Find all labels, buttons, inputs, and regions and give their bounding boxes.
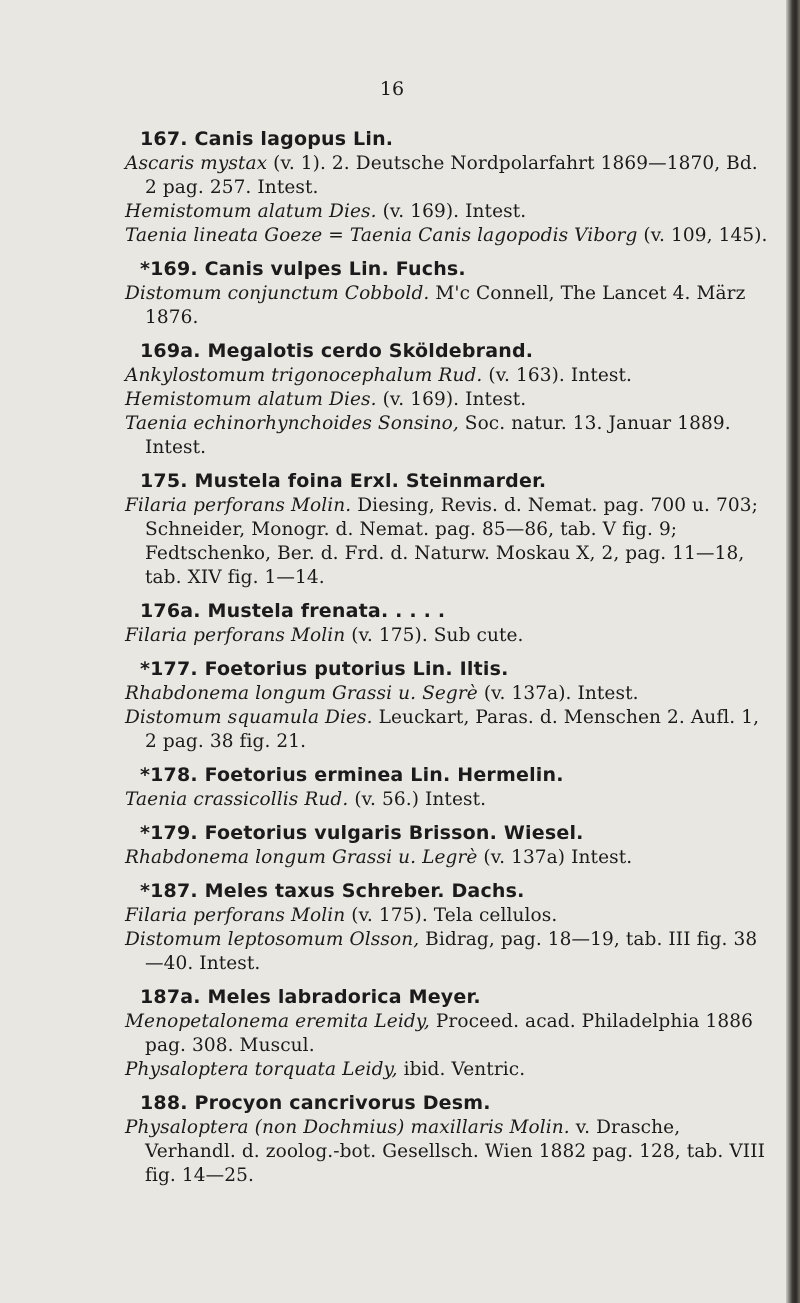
parasite-name: Physaloptera torquata Leidy, [125,1059,398,1080]
parasite-reference [125,152,775,200]
parasite-reference [125,282,775,330]
parasite-name: Hemistomum alatum Dies. [125,201,377,222]
parasite-name: Distomum leptosomum Olsson, [125,929,420,950]
citation-text: (v. 137a) Intest. [477,847,633,868]
parasite-reference [125,1010,775,1058]
citation-text: Soc. natur. 13. Januar 1889. Intest. [145,413,731,458]
parasite-reference [125,904,775,928]
citation-text: ibid. Ventric. [397,1059,526,1080]
parasite-name: Distomum conjunctum Cobbold. [125,283,430,304]
host-entry [125,338,775,460]
citation-text: Proceed. acad. Philadelphia 1886 pag. 308. Muscul. [145,1011,753,1056]
host-heading: *177. Foetorius putorius Lin. Iltis. [140,658,509,680]
parasite-reference [125,846,775,870]
parasite-name: Distomum squamula Dies. [125,707,373,728]
host-entry [125,126,775,248]
parasite-name: Ascaris mystax [125,153,268,174]
citation-text: (v. 169). Intest. [376,201,527,222]
parasite-name: Ankylostomum trigonocephalum Rud. [125,365,483,386]
citation-text: (v. 56.) Intest. [348,789,487,810]
parasite-reference [125,364,775,388]
host-heading: 169a. Megalotis cerdo Sköldebrand. [140,340,534,362]
host-heading: *178. Foetorius erminea Lin. Hermelin. [140,764,564,786]
citation-text: (v. 175). Sub cute. [345,625,524,646]
citation-text: (v. 1). 2. Deutsche Nordpolarfahrt 1869—1870, Bd. 2 pag. 257. Intest. [145,153,758,198]
parasite-reference [125,682,775,706]
parasite-name: Filaria perforans Molin [125,905,346,926]
page-edge-shadow [786,0,800,1303]
host-heading: 167. Canis lagopus Lin. [140,128,394,150]
host-entry [125,656,775,754]
host-entry [125,878,775,976]
host-heading: 188. Procyon cancrivorus Desm. [140,1092,491,1114]
parasite-reference [125,624,775,648]
parasite-reference [125,928,775,976]
host-entry [125,820,775,870]
parasite-reference [125,388,775,412]
citation-text: Diesing, Revis. d. Nemat. pag. 700 u. 703; Schneider, Monogr. d. Nemat. pag. 85—86, tab. V fig. 9; Fedtschenko, Ber. d. Frd. d. Naturw. Moskau X, 2, pag. 11—18, tab. XIV fig. 1—14. [145,495,758,588]
parasite-reference [125,224,775,248]
host-heading: *179. Foetorius vulgaris Brisson. Wiesel. [140,822,584,844]
parasite-reference [125,412,775,460]
parasite-name: Physaloptera (non Dochmius) maxillaris Molin. [125,1117,570,1138]
parasite-reference [125,494,775,590]
host-entry [125,984,775,1082]
host-entry [125,598,775,648]
parasite-reference [125,1058,775,1082]
citation-text: (v. 137a). Intest. [477,683,639,704]
parasite-name: Hemistomum alatum Dies. [125,389,377,410]
parasite-name: Rhabdonema longum Grassi u. Legrè [125,847,478,868]
citation-text: (v. 169). Intest. [376,389,527,410]
host-heading: *169. Canis vulpes Lin. Fuchs. [140,258,466,280]
citation-text: (v. 175). Tela cellulos. [345,905,558,926]
parasite-name: Menopetalonema eremita Leidy, [125,1011,430,1032]
page-number: 16 [379,78,405,100]
citation-text: v. Drasche, Verhandl. d. zoolog.-bot. Gesellsch. Wien 1882 pag. 128, tab. VIII fig. 14—25. [145,1117,766,1186]
host-entry [125,468,775,590]
parasite-name: Rhabdonema longum Grassi u. Segrè [125,683,478,704]
citation-text: M'c Connell, The Lancet 4. März 1876. [145,283,746,328]
parasite-reference [125,788,775,812]
host-entry [125,1090,775,1188]
parasite-name: Taenia crassicollis Rud. [125,789,349,810]
parasite-name: Taenia echinorhynchoides Sonsino, [125,413,459,434]
citation-text: (v. 163). Intest. [482,365,633,386]
citation-text: Bidrag, pag. 18—19, tab. III fig. 38—40. Intest. [145,929,758,974]
host-heading: *187. Meles taxus Schreber. Dachs. [140,880,525,902]
host-heading: 176a. Mustela frenata. . . . . [140,600,446,622]
citation-text: (v. 109, 145). [637,225,768,246]
host-entry [125,762,775,812]
parasite-reference [125,1116,775,1188]
citation-text: Leuckart, Paras. d. Menschen 2. Aufl. 1, 2 pag. 38 fig. 21. [145,707,760,752]
host-entry [125,256,775,330]
parasite-name: Filaria perforans Molin [125,625,346,646]
host-parasite-list [125,118,775,1188]
host-heading: 187a. Meles labradorica Meyer. [140,986,481,1008]
parasite-reference [125,706,775,754]
host-heading: 175. Mustela foina Erxl. Steinmarder. [140,470,547,492]
parasite-name: Taenia lineata Goeze = Taenia Canis lagopodis Viborg [125,225,638,246]
parasite-name: Filaria perforans Molin. [125,495,352,516]
parasite-reference [125,200,775,224]
